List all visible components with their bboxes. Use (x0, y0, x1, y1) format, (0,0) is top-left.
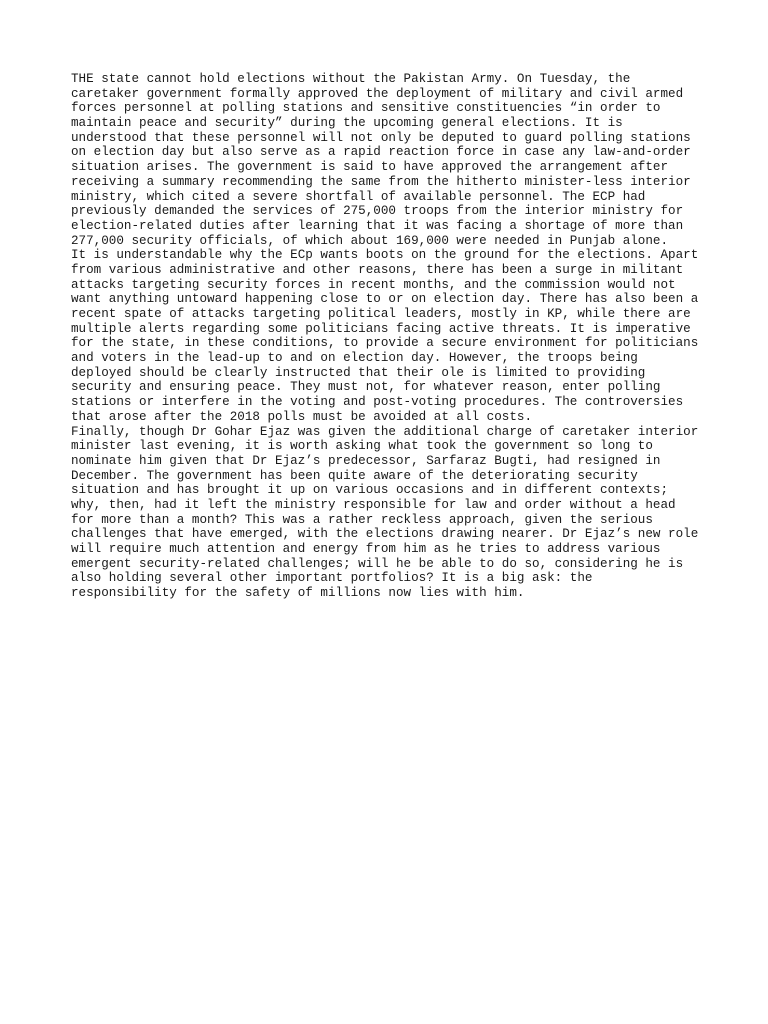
text-line: receiving a summary recommending the same from the hitherto minister-less interior (71, 174, 691, 189)
text-line: stations or interfere in the voting and post-voting procedures. The controversies (71, 395, 684, 410)
text-line: December. The government has been quite aware of the deteriorating security (71, 468, 638, 483)
text-line: for the state, in these conditions, to provide a secure environment for politicians (71, 336, 699, 351)
text-line: attacks targeting security forces in recent months, and the commission would not (71, 277, 676, 292)
text-line: It is understandable why the ECp wants boots on the ground for the elections. Apart (71, 248, 699, 263)
text-line: recent spate of attacks targeting political leaders, mostly in KP, while there are (71, 307, 691, 321)
text-line: and voters in the lead-up to and on election day. However, the troops being (71, 351, 638, 366)
text-line: previously demanded the services of 275,000 troops from the interior ministry for (71, 204, 684, 219)
text-line: forces personnel at polling stations and sensitive constituencies “in order to (71, 101, 661, 116)
text-line: emergent security-related challenges; will he be able to do so, considering he is (71, 556, 684, 571)
text-line: 277,000 security officials, of which about 169,000 were needed in Punjab alone. (71, 233, 669, 248)
text-line: ministry, which cited a severe shortfall of available personnel. The ECP had (71, 189, 646, 204)
text-line: will require much attention and energy from him as he tries to address various (71, 542, 661, 556)
text-line: security and ensuring peace. They must not, for whatever reason, enter polling (71, 380, 661, 395)
text-line: multiple alerts regarding some politicians facing active threats. It is imperative (71, 321, 691, 336)
text-line: that arose after the 2018 polls must be avoided at all costs. (71, 409, 533, 424)
text-line: election-related duties after learning that it was facing a shortage of more than (71, 218, 684, 233)
text-line: why, then, had it left the ministry responsible for law and order without a head (71, 497, 676, 512)
text-line: also holding several other important portfolios? It is a big ask: the (71, 571, 593, 586)
text-line: caretaker government formally approved the deployment of military and civil armed (71, 86, 684, 101)
text-line: situation arises. The government is said to have approved the arrangement after (71, 160, 669, 175)
text-line: from various administrative and other reasons, there has been a surge in militant (71, 262, 684, 277)
text-line: challenges that have emerged, with the elections drawing nearer. Dr Ejaz’s new role (71, 527, 699, 542)
text-line: THE state cannot hold elections without the Pakistan Army. On Tuesday, the (71, 72, 631, 86)
document-body (71, 72, 711, 601)
text-line: for more than a month? This was a rather reckless approach, given the serious (71, 512, 653, 527)
text-line: nominate him given that Dr Ejaz’s predecessor, Sarfaraz Bugti, had resigned in (71, 453, 661, 468)
text-line: deployed should be clearly instructed that their ole is limited to providing (71, 365, 646, 380)
text-line: understood that these personnel will not only be deputed to guard polling stations (71, 130, 691, 145)
text-line: maintain peace and security” during the upcoming general elections. It is (71, 116, 623, 131)
text-line: situation and has brought it up on various occasions and in different contexts; (71, 483, 669, 498)
text-line: minister last evening, it is worth asking what took the government so long to (71, 439, 653, 454)
text-line: Finally, though Dr Gohar Ejaz was given the additional charge of caretaker interior (71, 424, 699, 439)
text-line: responsibility for the safety of millions now lies with him. (71, 586, 525, 601)
text-line: on election day but also serve as a rapid reaction force in case any law-and-order (71, 145, 691, 160)
text-line: want anything untoward happening close to or on election day. There has also been a (71, 292, 699, 307)
